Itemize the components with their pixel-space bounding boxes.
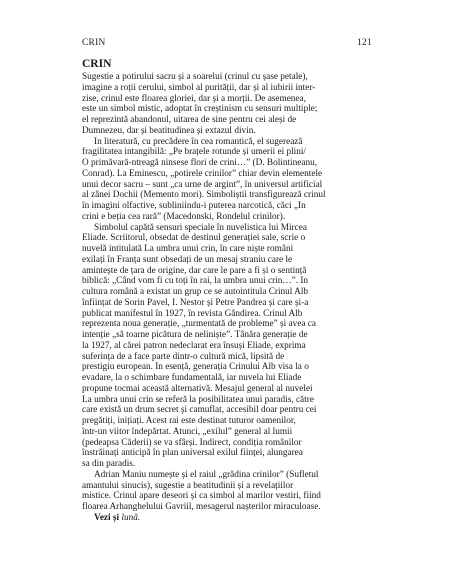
- text-line: înființat de Sorin Pavel, I. Nestor și Petre Pandrea și care și-a: [82, 297, 309, 308]
- text-line: publicat manifestul în 1927, în revista Gândirea. Crinul Alb: [82, 308, 303, 319]
- text-line: cultura română a existat un grup ce se autointitula Crinul Alb: [82, 287, 309, 297]
- text-line: mistice. Crinul apare deseori și ca simbol al marilor vestiri, fiind: [82, 491, 321, 502]
- text-line: exilați în Franța sunt obsedați de un mesaj straniu care le: [82, 254, 293, 265]
- text-line: Conrad). La Eminescu, „potirele crinilor” chiar devin elementele: [82, 168, 323, 179]
- text-line: Eliade. Scriitorul, obsedat de destinul generației sale, scrie o: [82, 233, 306, 244]
- text-line: Adrian Maniu numește și el raiul „grădina crinilor” (Sufletul: [94, 469, 319, 480]
- text-line: fragilitatea intangibilă: „Pe brațele rotunde și umerii ei plini/: [82, 147, 306, 158]
- text-line: amantului sinucis), sugestie a beatitudinii și a revelațiilor: [82, 480, 294, 491]
- text-line: la 1927, al cărei patron nedeclarat era însuși Eliade, exprima: [82, 340, 306, 351]
- text-line: el reprezintă abandonul, uitarea de sine pentru cei aleși de: [82, 115, 297, 125]
- text-line: Simbolul capătă sensuri speciale în nuvelistica lui Mircea: [94, 222, 307, 233]
- text-line: nuvelă intitulată La umbra unui crin, în care niște români: [82, 244, 294, 254]
- text-line: înstrăinați anticipă în plan universal exilul ființei, alungarea: [82, 448, 303, 459]
- text-line: La umbra unui crin se referă la posibilitatea unui paradis, către: [82, 394, 314, 405]
- text-line: propune tocmai această alternativă. Mesajul general al nuvelei: [82, 383, 313, 394]
- text-line: amintește de țara de origine, dar care le pare a fi și o sentință: [82, 265, 307, 276]
- text-line: suferința de a face parte dintr-o cultură mică, lipsită de: [82, 351, 285, 362]
- text-line: (pedeapsa Căderii) se va sfârși. Indirect, condiția românilor: [82, 437, 302, 448]
- text-line: Dumnezeu, dar și beatitudinea și extazul divin.: [82, 125, 256, 136]
- text-line: Sugestie a potirului sacru și a soarelui (crinul cu șase petale),: [82, 72, 308, 82]
- see-also-link[interactable]: lună.: [121, 512, 141, 523]
- text-line: este un simbol mistic, adoptat în creștinism cu sensuri multiple;: [82, 104, 318, 115]
- text-line: care există un drum secret și camuflat, accesibil doar pentru cei: [82, 405, 317, 416]
- text-line: într-un viitor îndepărtat. Atunci, „exilul” general al lumii: [82, 426, 293, 437]
- text-line: imagine a roții cerului, simbol al purității, dar și al iubirii inter-: [82, 82, 316, 93]
- text-line: O primăvară-ntreagă ninsese flori de crini…” (D. Bolintineanu,: [82, 158, 318, 168]
- text-line: al zânei Dochii (Memento mori). Simboliștii transfigurează crinul: [82, 190, 326, 201]
- entry-body: [82, 72, 372, 524]
- text-line: biblică: „Când vom fi cu toți în rai, la umbra unui crin…”. În: [82, 276, 309, 287]
- see-also: [82, 513, 372, 524]
- text-line: zise, crinul este floarea gloriei, dar și a morții. De asemenea,: [82, 93, 306, 104]
- text-line: reprezenta noua generație, „turmentată de probleme” și avea ca: [82, 319, 316, 330]
- text-line: intenție „să toarne picătura de neliniște”. Tânăra generație de: [82, 330, 308, 340]
- text-line: prestigiu european. În esență, generația Crinului Alb visa la o: [82, 362, 309, 373]
- text-line: evadare, la o schimbare fundamentală, iar nuvela lui Eliade: [82, 373, 302, 383]
- text-line: sa din paradis.: [82, 459, 136, 469]
- page-number: 121: [357, 38, 372, 48]
- text-line: În literatură, cu precădere în cea romantică, el sugerează: [94, 136, 303, 147]
- entry-title: CRIN: [82, 58, 112, 70]
- see-also-label: Vezi și: [94, 512, 120, 523]
- text-line: în imagini olfactive, subliniindu-i puterea narcotică, căci „În: [82, 201, 306, 211]
- text-line: crini e beția cea rară” (Macedonski, Rondelul crinilor).: [82, 211, 286, 222]
- running-title: CRIN: [82, 38, 106, 48]
- text-line: unui decor sacru – sunt „ca urne de argint”, în universul artificial: [82, 179, 323, 190]
- running-header: [82, 38, 372, 52]
- text-line: floarea Arhanghelului Gavriil, mesagerul nașterilor miraculoase.: [82, 502, 321, 512]
- text-line: pregătiți, inițiați. Acest rai este destinat tuturor oamenilor,: [82, 416, 296, 426]
